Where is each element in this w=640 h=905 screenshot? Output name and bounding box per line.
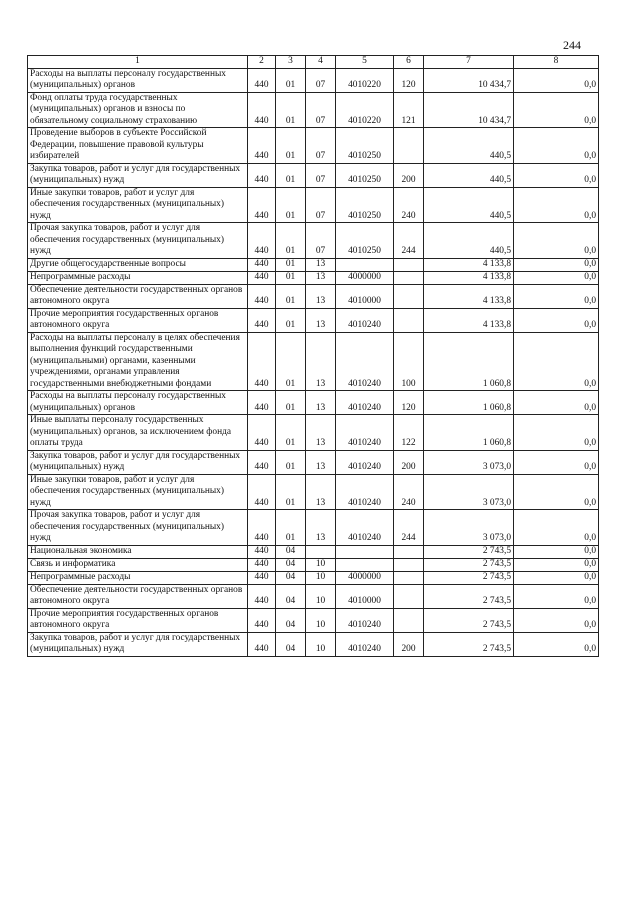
cell-admin-code: 440 [248,258,276,271]
row-name: Иные выплаты персоналу государственных (муниципальных) органов, за исключением фонда оплаты труда [28,415,248,451]
table-row [28,558,599,571]
cell-target-article: 4010000 [336,284,394,308]
row-name: Расходы на выплаты персоналу государственных (муниципальных) органов [28,391,248,415]
cell-section: 01 [276,271,306,284]
column-header-4: 4 [306,56,336,69]
cell-amount: 10 434,7 [424,92,514,128]
row-name: Непрограммные расходы [28,571,248,584]
cell-amount-2: 0,0 [514,187,599,223]
table-row [28,128,599,164]
cell-amount: 4 133,8 [424,284,514,308]
table-row [28,92,599,128]
cell-subsection: 13 [306,391,336,415]
cell-subsection: 10 [306,571,336,584]
cell-amount-2: 0,0 [514,308,599,332]
table-body [28,68,599,656]
row-name: Иные закупки товаров, работ и услуг для обеспечения государственных (муниципальных) нужд [28,187,248,223]
cell-expense-type [394,308,424,332]
column-header-6: 6 [394,56,424,69]
cell-expense-type [394,258,424,271]
cell-amount: 1 060,8 [424,332,514,391]
cell-subsection: 10 [306,632,336,656]
cell-amount: 1 060,8 [424,391,514,415]
cell-expense-type: 200 [394,632,424,656]
cell-expense-type: 120 [394,68,424,92]
cell-section: 01 [276,163,306,187]
cell-amount-2: 0,0 [514,271,599,284]
row-name: Расходы на выплаты персоналу государственных (муниципальных) органов [28,68,248,92]
row-name: Связь и информатика [28,558,248,571]
row-name: Другие общегосударственные вопросы [28,258,248,271]
cell-amount: 4 133,8 [424,258,514,271]
row-name: Фонд оплаты труда государственных (муниципальных) органов и взносы по обязательному социальному страхованию [28,92,248,128]
cell-subsection: 13 [306,258,336,271]
row-name: Закупка товаров, работ и услуг для государственных (муниципальных) нужд [28,450,248,474]
table-row [28,545,599,558]
cell-admin-code: 440 [248,284,276,308]
cell-target-article: 4000000 [336,571,394,584]
cell-admin-code: 440 [248,308,276,332]
cell-admin-code: 440 [248,271,276,284]
table-row [28,332,599,391]
column-header-1: 1 [28,56,248,69]
cell-amount: 440,5 [424,163,514,187]
cell-subsection: 13 [306,308,336,332]
cell-section: 01 [276,258,306,271]
table-row [28,608,599,632]
cell-amount-2: 0,0 [514,558,599,571]
cell-section: 04 [276,571,306,584]
cell-target-article: 4010250 [336,187,394,223]
cell-amount-2: 0,0 [514,68,599,92]
cell-admin-code: 440 [248,558,276,571]
column-header-3: 3 [276,56,306,69]
cell-subsection: 07 [306,223,336,259]
row-name: Непрограммные расходы [28,271,248,284]
row-name: Прочие мероприятия государственных органов автономного округа [28,308,248,332]
table-row [28,571,599,584]
cell-section: 01 [276,450,306,474]
cell-subsection: 13 [306,415,336,451]
cell-admin-code: 440 [248,128,276,164]
cell-subsection: 13 [306,284,336,308]
cell-subsection: 13 [306,271,336,284]
cell-amount-2: 0,0 [514,92,599,128]
table-row [28,584,599,608]
cell-amount-2: 0,0 [514,332,599,391]
cell-section: 01 [276,415,306,451]
table-row [28,474,599,510]
cell-section: 04 [276,608,306,632]
cell-subsection [306,545,336,558]
cell-subsection: 10 [306,584,336,608]
cell-expense-type: 244 [394,223,424,259]
table-row [28,223,599,259]
row-name: Национальная экономика [28,545,248,558]
row-name: Обеспечение деятельности государственных органов автономного округа [28,584,248,608]
cell-subsection: 07 [306,68,336,92]
cell-section: 01 [276,510,306,546]
cell-amount: 1 060,8 [424,415,514,451]
cell-admin-code: 440 [248,584,276,608]
cell-admin-code: 440 [248,68,276,92]
cell-subsection: 10 [306,608,336,632]
cell-amount: 2 743,5 [424,584,514,608]
cell-target-article: 4000000 [336,271,394,284]
cell-section: 04 [276,584,306,608]
row-name: Прочие мероприятия государственных органов автономного округа [28,608,248,632]
cell-amount-2: 0,0 [514,391,599,415]
cell-subsection: 07 [306,92,336,128]
cell-amount-2: 0,0 [514,415,599,451]
cell-amount-2: 0,0 [514,545,599,558]
cell-expense-type: 240 [394,187,424,223]
cell-section: 04 [276,558,306,571]
cell-admin-code: 440 [248,187,276,223]
cell-amount-2: 0,0 [514,128,599,164]
row-name: Обеспечение деятельности государственных органов автономного округа [28,284,248,308]
cell-admin-code: 440 [248,223,276,259]
cell-expense-type [394,271,424,284]
cell-admin-code: 440 [248,450,276,474]
cell-amount: 2 743,5 [424,608,514,632]
cell-target-article: 4010240 [336,415,394,451]
cell-subsection: 13 [306,332,336,391]
cell-expense-type: 200 [394,450,424,474]
cell-target-article [336,258,394,271]
cell-admin-code: 440 [248,391,276,415]
cell-amount: 440,5 [424,187,514,223]
cell-amount-2: 0,0 [514,258,599,271]
cell-subsection: 13 [306,450,336,474]
cell-expense-type [394,128,424,164]
cell-admin-code: 440 [248,474,276,510]
column-header-7: 7 [424,56,514,69]
cell-expense-type [394,584,424,608]
cell-admin-code: 440 [248,92,276,128]
cell-expense-type: 244 [394,510,424,546]
cell-section: 01 [276,92,306,128]
cell-amount: 2 743,5 [424,571,514,584]
cell-expense-type: 120 [394,391,424,415]
table-row [28,415,599,451]
cell-amount: 3 073,0 [424,510,514,546]
cell-section: 04 [276,632,306,656]
cell-amount: 10 434,7 [424,68,514,92]
cell-subsection: 07 [306,128,336,164]
table-row [28,68,599,92]
column-header-5: 5 [336,56,394,69]
cell-expense-type [394,284,424,308]
cell-amount-2: 0,0 [514,584,599,608]
cell-expense-type [394,545,424,558]
cell-subsection: 07 [306,163,336,187]
table-row [28,632,599,656]
cell-expense-type [394,558,424,571]
cell-target-article [336,545,394,558]
cell-target-article: 4010240 [336,450,394,474]
cell-amount: 440,5 [424,223,514,259]
cell-admin-code: 440 [248,415,276,451]
table-row [28,187,599,223]
cell-amount: 4 133,8 [424,271,514,284]
cell-section: 01 [276,128,306,164]
cell-amount: 3 073,0 [424,450,514,474]
row-name: Прочая закупка товаров, работ и услуг для обеспечения государственных (муниципальных) нужд [28,510,248,546]
cell-section: 01 [276,332,306,391]
header-row [28,56,599,69]
cell-target-article: 4010250 [336,223,394,259]
cell-section: 01 [276,474,306,510]
row-name: Закупка товаров, работ и услуг для государственных (муниципальных) нужд [28,163,248,187]
cell-expense-type: 122 [394,415,424,451]
cell-amount: 2 743,5 [424,545,514,558]
cell-admin-code: 440 [248,632,276,656]
cell-section: 01 [276,308,306,332]
cell-target-article: 4010250 [336,163,394,187]
table-row [28,308,599,332]
cell-admin-code: 440 [248,510,276,546]
cell-admin-code: 440 [248,163,276,187]
cell-amount-2: 0,0 [514,163,599,187]
cell-amount-2: 0,0 [514,223,599,259]
table-row [28,284,599,308]
cell-target-article: 4010250 [336,128,394,164]
cell-subsection: 13 [306,510,336,546]
cell-amount-2: 0,0 [514,474,599,510]
cell-target-article: 4010220 [336,68,394,92]
cell-expense-type: 121 [394,92,424,128]
cell-target-article: 4010240 [336,608,394,632]
cell-amount-2: 0,0 [514,510,599,546]
row-name: Иные закупки товаров, работ и услуг для обеспечения государственных (муниципальных) нужд [28,474,248,510]
cell-section: 01 [276,284,306,308]
cell-expense-type: 100 [394,332,424,391]
cell-amount-2: 0,0 [514,450,599,474]
cell-admin-code: 440 [248,545,276,558]
cell-admin-code: 440 [248,332,276,391]
cell-amount: 440,5 [424,128,514,164]
cell-subsection: 07 [306,187,336,223]
cell-subsection: 13 [306,474,336,510]
cell-section: 01 [276,68,306,92]
cell-admin-code: 440 [248,571,276,584]
row-name: Расходы на выплаты персоналу в целях обеспечения выполнения функций государственными (муниципальными) органами, казенными учреждениями, органами управления государственными внебюджетными фондами [28,332,248,391]
cell-target-article [336,558,394,571]
cell-amount-2: 0,0 [514,284,599,308]
cell-expense-type: 240 [394,474,424,510]
row-name: Закупка товаров, работ и услуг для государственных (муниципальных) нужд [28,632,248,656]
cell-section: 04 [276,545,306,558]
cell-target-article: 4010220 [336,92,394,128]
cell-section: 01 [276,187,306,223]
column-header-2: 2 [248,56,276,69]
cell-subsection: 10 [306,558,336,571]
cell-expense-type: 200 [394,163,424,187]
cell-amount: 2 743,5 [424,632,514,656]
cell-section: 01 [276,223,306,259]
row-name: Прочая закупка товаров, работ и услуг для обеспечения государственных (муниципальных) нужд [28,223,248,259]
table-row [28,391,599,415]
cell-target-article: 4010000 [336,584,394,608]
table-row [28,271,599,284]
cell-amount: 2 743,5 [424,558,514,571]
cell-target-article: 4010240 [336,474,394,510]
column-header-8: 8 [514,56,599,69]
cell-target-article: 4010240 [336,391,394,415]
cell-amount-2: 0,0 [514,571,599,584]
cell-amount-2: 0,0 [514,608,599,632]
table-row [28,163,599,187]
page-number: 244 [563,38,581,52]
cell-amount: 3 073,0 [424,474,514,510]
cell-target-article: 4010240 [336,510,394,546]
cell-amount-2: 0,0 [514,632,599,656]
row-name: Проведение выборов в субъекте Российской Федерации, повышение правовой культуры избирателей [28,128,248,164]
cell-section: 01 [276,391,306,415]
cell-expense-type [394,571,424,584]
cell-target-article: 4010240 [336,308,394,332]
table-row [28,450,599,474]
cell-amount: 4 133,8 [424,308,514,332]
table-row [28,510,599,546]
budget-table [27,55,599,657]
cell-expense-type [394,608,424,632]
cell-admin-code: 440 [248,608,276,632]
cell-target-article: 4010240 [336,632,394,656]
table-row [28,258,599,271]
cell-target-article: 4010240 [336,332,394,391]
